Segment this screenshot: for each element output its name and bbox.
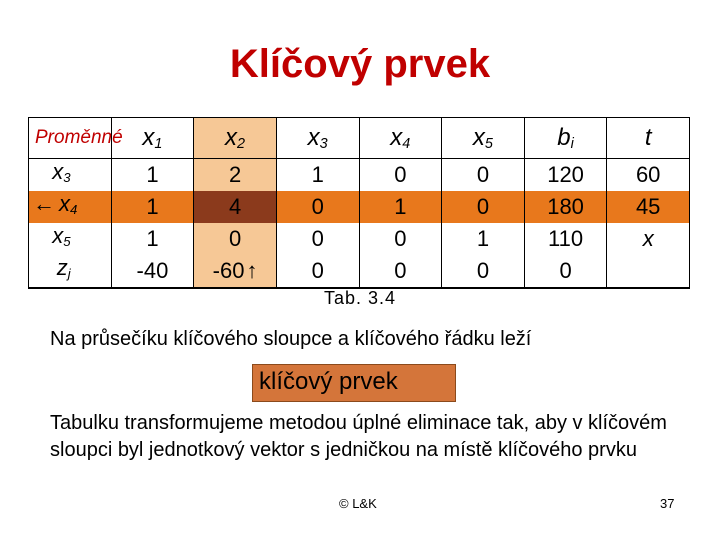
table-cell: x (607, 223, 690, 255)
table-row (29, 223, 690, 255)
table-cell: 120 (524, 159, 607, 192)
table-cell: -40 (111, 255, 194, 288)
column-header-key: $x_2$ (194, 118, 277, 159)
copyright: © L&K (339, 496, 377, 511)
table-cell: 0 (276, 191, 359, 223)
up-arrow-icon: ↑ (246, 258, 258, 283)
row-label: $x_5$ (29, 223, 112, 255)
intro-text: Na průsečíku klíčového sloupce a klíčového řádku leží (50, 328, 532, 350)
table-cell: 60 (607, 159, 690, 192)
header-label: Proměnné (29, 118, 112, 159)
table-header-row (29, 118, 690, 159)
table-cell: 0 (359, 159, 442, 192)
table-cell: 0 (442, 255, 525, 288)
pivot-cell: 4 (194, 191, 277, 223)
table-row-key (29, 191, 690, 223)
table-cell: 45 (607, 191, 690, 223)
table-cell: 110 (524, 223, 607, 255)
column-header: $x_5$ (442, 118, 525, 159)
column-header: $x_3$ (276, 118, 359, 159)
left-arrow-icon: ← (33, 191, 55, 216)
table-cell: 1 (276, 159, 359, 192)
page-title: Klíčový prvek (229, 42, 491, 86)
key-element-label: klíčový prvek (259, 368, 398, 395)
table-cell (607, 255, 690, 288)
table-cell: 1 (111, 223, 194, 255)
page-number: 37 (660, 496, 675, 511)
table-cell: 0 (194, 223, 277, 255)
table-row (29, 159, 690, 192)
explanation-paragraph: Tabulku transformujeme metodou úplné eliminace tak, aby v klíčovém sloupci byl jednotkový vektor s jedničkou na místě klíčového prvku (50, 412, 667, 461)
table-cell: 0 (359, 223, 442, 255)
table-cell: 0 (524, 255, 607, 288)
table-cell: 0 (359, 255, 442, 288)
row-label: ← $x_4$ (29, 191, 112, 223)
table-row-zj (29, 255, 690, 288)
table-cell: 1 (111, 191, 194, 223)
table-cell: 1 (442, 223, 525, 255)
table-caption: Tab. 3.4 (323, 288, 397, 308)
table-cell: 180 (524, 191, 607, 223)
table-cell: 2 (194, 159, 277, 192)
simplex-table (28, 117, 690, 283)
column-header: $b_i$ (524, 118, 607, 159)
table-cell: 0 (276, 223, 359, 255)
column-header: $x_4$ (359, 118, 442, 159)
table-cell: -60↑ (194, 255, 277, 288)
column-header: $x_1$ (111, 118, 194, 159)
table-cell: 0 (276, 255, 359, 288)
table-cell: 0 (442, 159, 525, 192)
table-cell: 0 (442, 191, 525, 223)
row-label: $x_3$ (29, 159, 112, 192)
table-cell: 1 (359, 191, 442, 223)
row-label: $z_j$ (29, 255, 112, 288)
table-cell: 1 (111, 159, 194, 192)
table (28, 117, 690, 289)
column-header: t (607, 118, 690, 159)
